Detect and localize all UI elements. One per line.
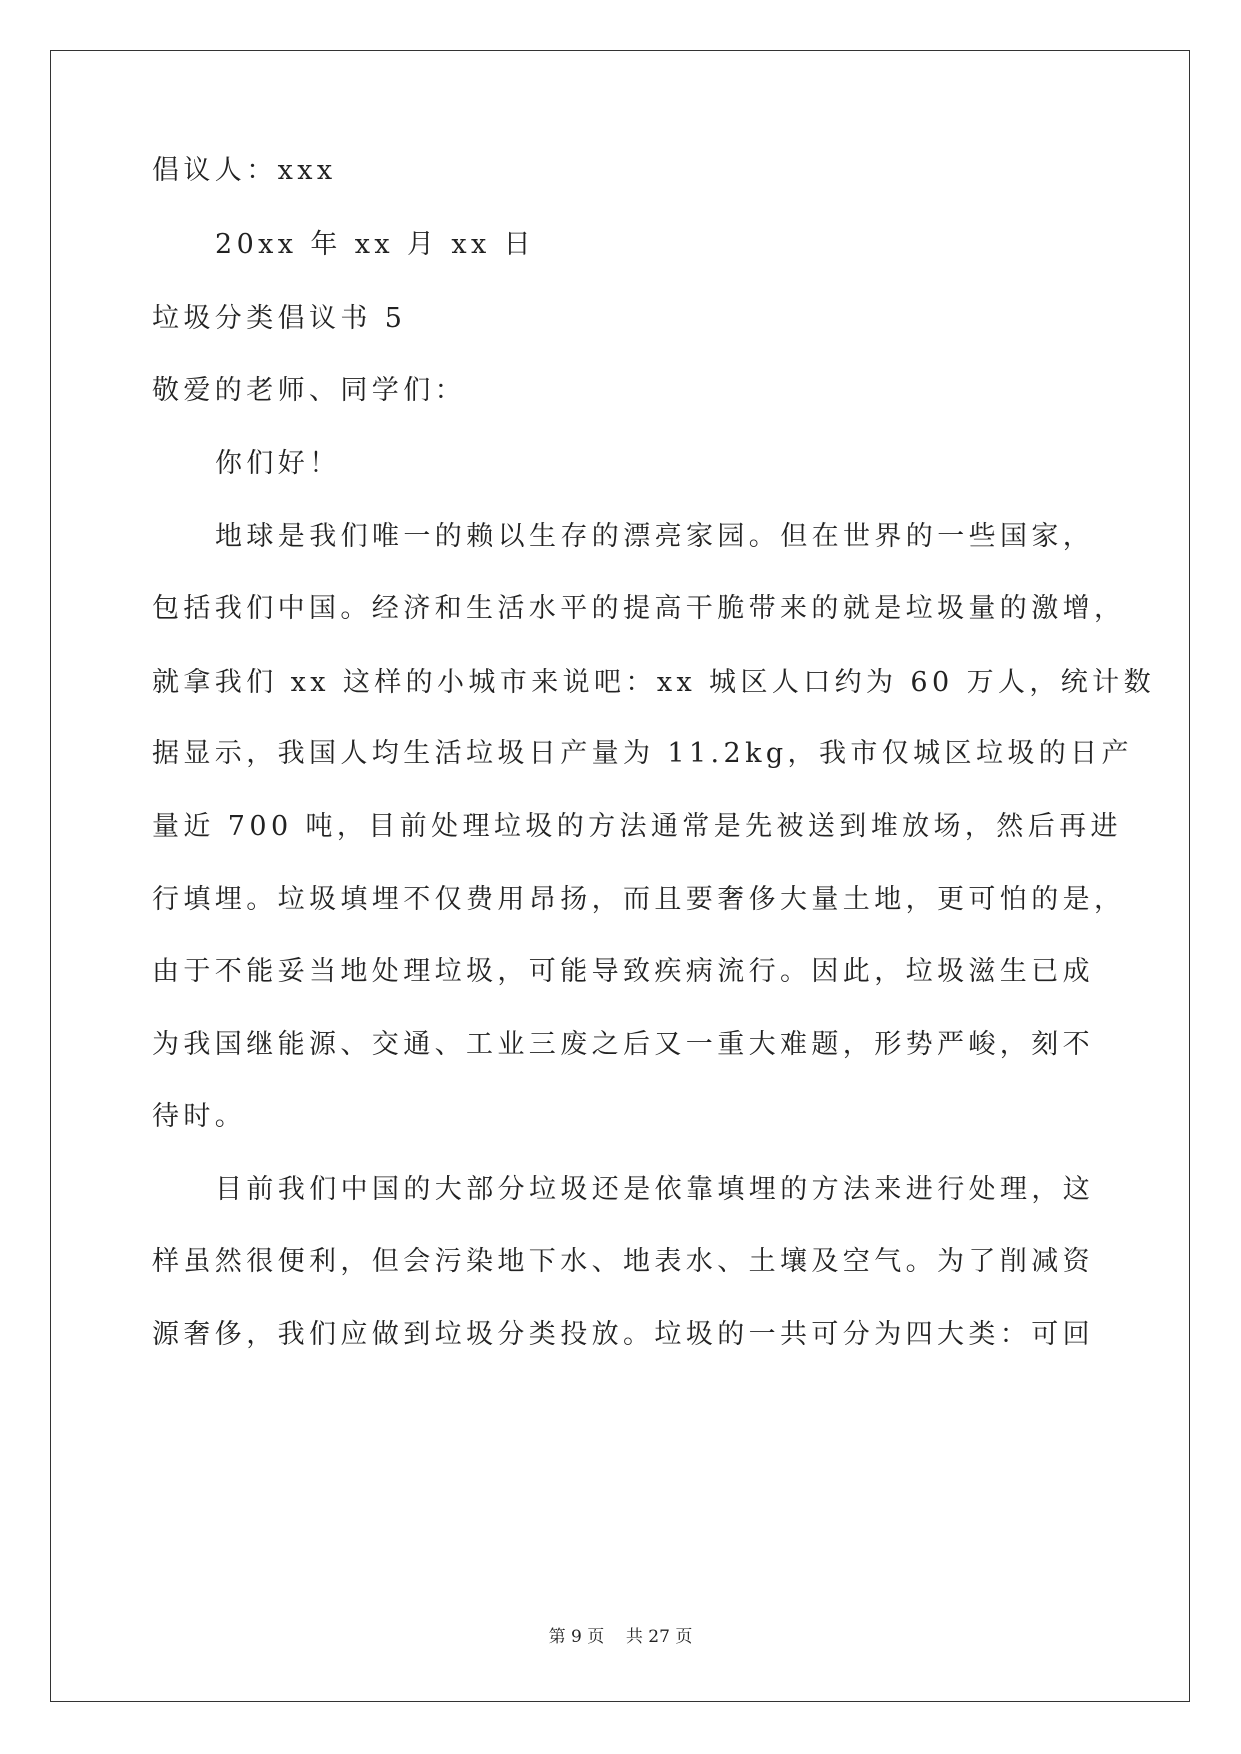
page-border (50, 50, 1190, 1702)
paragraph-1-line-2: 包括我们中国。经济和生活水平的提高干脆带来的就是垃圾量的激增， (152, 593, 1126, 624)
paragraph-1-line-7: 由于不能妥当地处理垃圾，可能导致疾病流行。因此，垃圾滋生已成 (152, 956, 1094, 987)
paragraph-1-line-3: 就拿我们 xx 这样的小城市来说吧：xx 城区人口约为 60 万人，统计数 (152, 667, 1155, 698)
paragraph-2-line-3: 源奢侈，我们应做到垃圾分类投放。垃圾的一共可分为四大类：可回 (152, 1319, 1094, 1350)
page-number-footer: 第 9 页 共 27 页 (548, 1627, 693, 1647)
date-line: 20xx 年 xx 月 xx 日 (215, 229, 536, 260)
paragraph-1-line-5: 量近 700 吨，目前处理垃圾的方法通常是先被送到堆放场，然后再进 (152, 811, 1122, 842)
paragraph-2-line-2: 样虽然很便利，但会污染地下水、地表水、土壤及空气。为了削减资 (152, 1246, 1094, 1277)
paragraph-1-line-4: 据显示，我国人均生活垃圾日产量为 11.2kg，我市仅城区垃圾的日产 (152, 738, 1133, 769)
paragraph-1-line-9: 待时。 (152, 1101, 247, 1132)
paragraph-1-line-8: 为我国继能源、交通、工业三废之后又一重大难题，形势严峻，刻不 (152, 1029, 1094, 1060)
proposer-line: 倡议人：xxx (152, 155, 337, 186)
paragraph-1-line-6: 行填埋。垃圾填埋不仅费用昂扬，而且要奢侈大量土地，更可怕的是， (152, 884, 1126, 915)
section-title: 垃圾分类倡议书 5 (152, 303, 407, 334)
paragraph-2-line-1: 目前我们中国的大部分垃圾还是依靠填埋的方法来进行处理，这 (215, 1174, 1095, 1205)
greeting: 你们好！ (215, 448, 341, 479)
salutation: 敬爱的老师、同学们： (152, 375, 466, 406)
paragraph-1-line-1: 地球是我们唯一的赖以生存的漂亮家园。但在世界的一些国家， (215, 521, 1095, 552)
